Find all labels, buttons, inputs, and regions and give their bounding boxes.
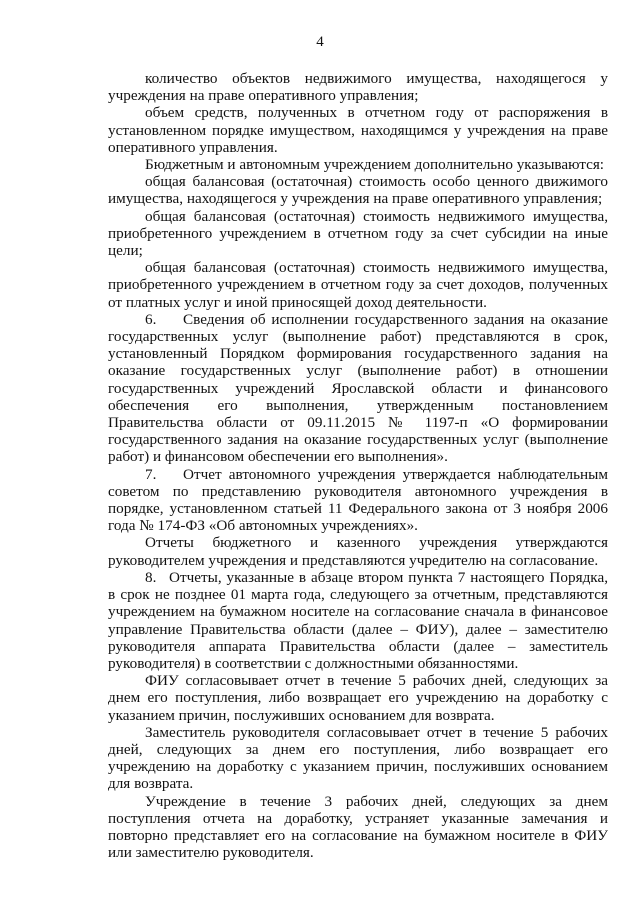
- paragraph-text: Отчет автономного учреждения утверждается наблюдательным советом по представлению руководителя автономного учреждения в порядке, установленном статьей 11 Федерального закона от 3 ноября 2006 года № 174-ФЗ «Об автономных учреждениях».: [108, 465, 608, 535]
- document-body: [108, 70, 608, 861]
- paragraph: Бюджетным и автономным учреждением дополнительно указываются:: [145, 156, 605, 174]
- numbered-paragraph: [108, 466, 608, 535]
- paragraph-text: Отчеты, указанные в абзаце втором пункта 7 настоящего Порядка, в срок не позднее 01 марта года, следующего за отчетным, представляются учреждением на бумажном носителе на согласование сначала в финансовое управление Правительства области (далее – ФИУ), далее – заместителю руководителя аппарата Правительства области (далее – заместитель руководителя) в соответствии с должностными обязанностями.: [108, 568, 608, 672]
- paragraph: общая балансовая (остаточная) стоимость особо ценного движимого имущества, находящегося у учреждения на праве оперативного управления;: [108, 173, 608, 208]
- paragraph-number: 7.: [145, 465, 157, 483]
- page-number: 4: [316, 34, 324, 50]
- paragraph: ФИУ согласовывает отчет в течение 5 рабочих дней, следующих за днем его поступления, либо возвращает его учреждению на доработку с указанием причин, послуживших основанием для возврата.: [108, 672, 608, 724]
- paragraph-number: 6.: [145, 310, 157, 328]
- paragraph-number: 8.: [145, 568, 157, 586]
- paragraph: Заместитель руководителя согласовывает отчет в течение 5 рабочих дней, следующих за днем его поступления, либо возвращает его учреждению на доработку с указанием причин, послуживших основанием для возврата.: [108, 723, 608, 793]
- paragraph: Учреждение в течение 3 рабочих дней, следующих за днем поступления отчета на доработку, устраняет указанные замечания и повторно представляет его на согласование на бумажном носителе в ФИУ или заместителю руководителя.: [108, 792, 608, 862]
- paragraph: общая балансовая (остаточная) стоимость недвижимого имущества, приобретенного учреждением в отчетном году за счет субсидии на иные цели;: [108, 207, 608, 260]
- numbered-paragraph: [108, 569, 608, 672]
- numbered-paragraph: [108, 311, 608, 466]
- paragraph-text: Сведения об исполнении государственного задания на оказание государственных услуг (выполнение работ) представляются в срок, установленный Порядком формирования государственного задания на оказание государственных услуг (выполнение работ) в отношении государственных учреждений Ярославской области и финансового обеспечения его выполнения, утвержденным постановлением Правительства области от 09.11.2015 № 1197-п «О формировании государственного задания на оказание государственных услуг (выполнение работ) и финансовом обеспечении его выполнения».: [108, 310, 608, 466]
- paragraph: Отчеты бюджетного и казенного учреждения утверждаются руководителем учреждения и представляются учредителю на согласование.: [108, 534, 608, 569]
- paragraph: объем средств, полученных в отчетном году от распоряжения в установленном порядке имуществом, находящимся у учреждения на праве оперативного управления.: [108, 104, 608, 156]
- paragraph: количество объектов недвижимого имущества, находящегося у учреждения на праве оперативного управления;: [108, 70, 608, 105]
- paragraph: общая балансовая (остаточная) стоимость недвижимого имущества, приобретенного учреждением в отчетном году за счет доходов, полученных от платных услуг и иной приносящей доход деятельности.: [108, 259, 608, 311]
